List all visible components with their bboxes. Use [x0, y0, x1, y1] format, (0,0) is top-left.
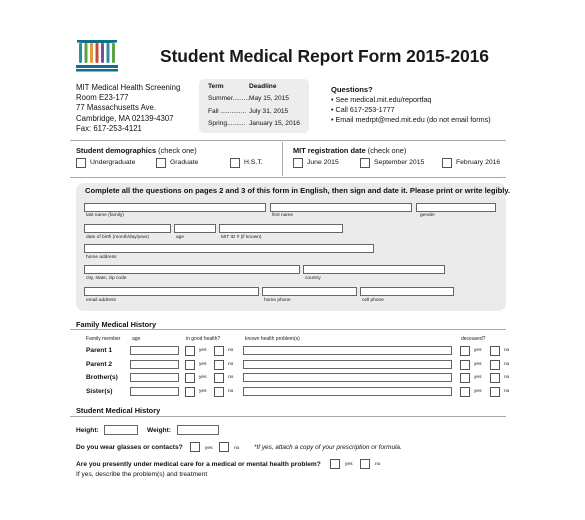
no-label: no: [504, 375, 510, 380]
medical-care-no-checkbox[interactable]: [360, 459, 370, 469]
deceased-no-checkbox[interactable]: [490, 387, 500, 397]
height-input[interactable]: [104, 425, 138, 435]
family-age-input[interactable]: [130, 387, 179, 396]
deadline-summer: May 15, 2015: [249, 95, 289, 102]
no-label: no: [228, 375, 234, 380]
family-age-input[interactable]: [130, 346, 179, 355]
registration-label: MIT registration date (check one): [293, 146, 407, 155]
february-2016-checkbox[interactable]: [442, 158, 452, 168]
mit-medical-logo-icon: [76, 40, 118, 72]
good-health-yes-checkbox[interactable]: [185, 387, 195, 397]
deceased-yes-checkbox[interactable]: [460, 346, 470, 356]
good-health-no-checkbox[interactable]: [214, 360, 224, 370]
first-name-input[interactable]: [270, 203, 412, 212]
phone-line: • Call 617-253-1777: [331, 105, 395, 114]
deceased-yes-checkbox[interactable]: [460, 360, 470, 370]
september-2015-checkbox[interactable]: [360, 158, 370, 168]
no-label: no: [504, 348, 510, 353]
health-problems-input[interactable]: [243, 360, 452, 369]
health-problems-input[interactable]: [243, 346, 452, 355]
yes-label: yes: [199, 375, 207, 380]
good-health-yes-checkbox[interactable]: [185, 373, 195, 383]
deceased-yes-checkbox[interactable]: [460, 387, 470, 397]
graduate-checkbox[interactable]: [156, 158, 166, 168]
country-input[interactable]: [303, 265, 445, 274]
vertical-divider: [282, 142, 283, 176]
health-problems-input[interactable]: [243, 373, 452, 382]
family-member-label: Sister(s): [86, 387, 113, 395]
age-input[interactable]: [174, 224, 216, 233]
describe-problem-prompt: If yes, describe the problem(s) and treatment: [76, 471, 208, 478]
family-member-label: Parent 2: [86, 360, 113, 368]
no-label: no: [504, 361, 510, 367]
email-line[interactable]: • Email medrpt@med.mit.edu (do not email forms): [331, 115, 491, 124]
mailing-address: MIT Medical Health Screening Room E23-177 77 Massachusetts Ave. Cambridge, MA 02139-4307 Fax: 617-253-4121: [76, 83, 181, 133]
june-2015-checkbox[interactable]: [293, 158, 303, 168]
gender-input[interactable]: [416, 203, 496, 212]
demographics-label: Student demographics (check one): [76, 146, 197, 155]
yes-label: yes: [474, 375, 482, 380]
deceased-yes-checkbox[interactable]: [460, 373, 470, 383]
medical-care-yes-checkbox[interactable]: [330, 459, 340, 469]
glasses-yes-checkbox[interactable]: [190, 442, 200, 452]
glasses-no-checkbox[interactable]: [219, 442, 229, 452]
city-state-zip-input[interactable]: [84, 265, 300, 274]
term-summer: Summer.........: [208, 95, 250, 102]
faq-link[interactable]: • See medical.mit.edu/reportfaq: [331, 95, 432, 104]
deadline-fall: July 31, 2015: [249, 108, 289, 115]
good-health-no-checkbox[interactable]: [214, 373, 224, 383]
term-column-header: Term: [208, 83, 224, 90]
deceased-no-checkbox[interactable]: [490, 360, 500, 370]
family-age-input[interactable]: [130, 360, 179, 369]
deadline-column-header: Deadline: [249, 83, 277, 90]
divider: [70, 329, 506, 330]
yes-label: yes: [474, 361, 482, 367]
deceased-no-checkbox[interactable]: [490, 346, 500, 356]
good-health-yes-checkbox[interactable]: [185, 360, 195, 370]
yes-label: yes: [199, 348, 207, 353]
family-member-label: Brother(s): [86, 374, 118, 381]
divider: [70, 140, 506, 141]
family-member-label: Parent 1: [86, 347, 113, 354]
date-of-birth-input[interactable]: [84, 224, 171, 233]
prescription-note: *If yes, attach a copy of your prescription or formula.: [254, 444, 402, 451]
email-address-input[interactable]: [84, 287, 259, 296]
last-name-input[interactable]: [84, 203, 266, 212]
deadline-spring: January 15, 2016: [249, 120, 300, 127]
good-health-no-checkbox[interactable]: [214, 346, 224, 356]
divider: [70, 177, 506, 178]
weight-input[interactable]: [177, 425, 219, 435]
hst-checkbox[interactable]: [230, 158, 240, 168]
yes-label: yes: [474, 388, 482, 394]
no-label: no: [228, 388, 234, 394]
mit-id-input[interactable]: [219, 224, 343, 233]
home-address-input[interactable]: [84, 244, 374, 253]
home-phone-input[interactable]: [262, 287, 357, 296]
yes-label: yes: [199, 361, 207, 367]
questions-block: Questions? • See medical.mit.edu/reportfaq • Call 617-253-1777 • Email medrpt@med.mit.edu (do not email forms): [331, 85, 491, 124]
page-title: Student Medical Report Form 2015-2016: [160, 46, 489, 66]
divider: [70, 416, 506, 417]
no-label: no: [228, 348, 234, 353]
instructions-text: Complete all the questions on pages 2 and 3 of this form in English, then sign and date it. Please print or write legibly.: [85, 186, 511, 195]
no-label: no: [504, 388, 510, 394]
undergraduate-checkbox[interactable]: [76, 158, 86, 168]
family-age-input[interactable]: [130, 373, 179, 382]
no-label: no: [228, 361, 234, 367]
deceased-no-checkbox[interactable]: [490, 373, 500, 383]
good-health-no-checkbox[interactable]: [214, 387, 224, 397]
yes-label: yes: [474, 348, 482, 353]
term-fall: Fall ..............: [208, 108, 247, 115]
term-spring: Spring..........: [208, 120, 246, 127]
family-history-title: Family Medical History: [76, 320, 157, 329]
cell-phone-input[interactable]: [360, 287, 454, 296]
student-history-title: Student Medical History: [76, 406, 161, 415]
term-deadline-table: [199, 79, 309, 133]
good-health-yes-checkbox[interactable]: [185, 346, 195, 356]
yes-label: yes: [199, 388, 207, 394]
health-problems-input[interactable]: [243, 387, 452, 396]
